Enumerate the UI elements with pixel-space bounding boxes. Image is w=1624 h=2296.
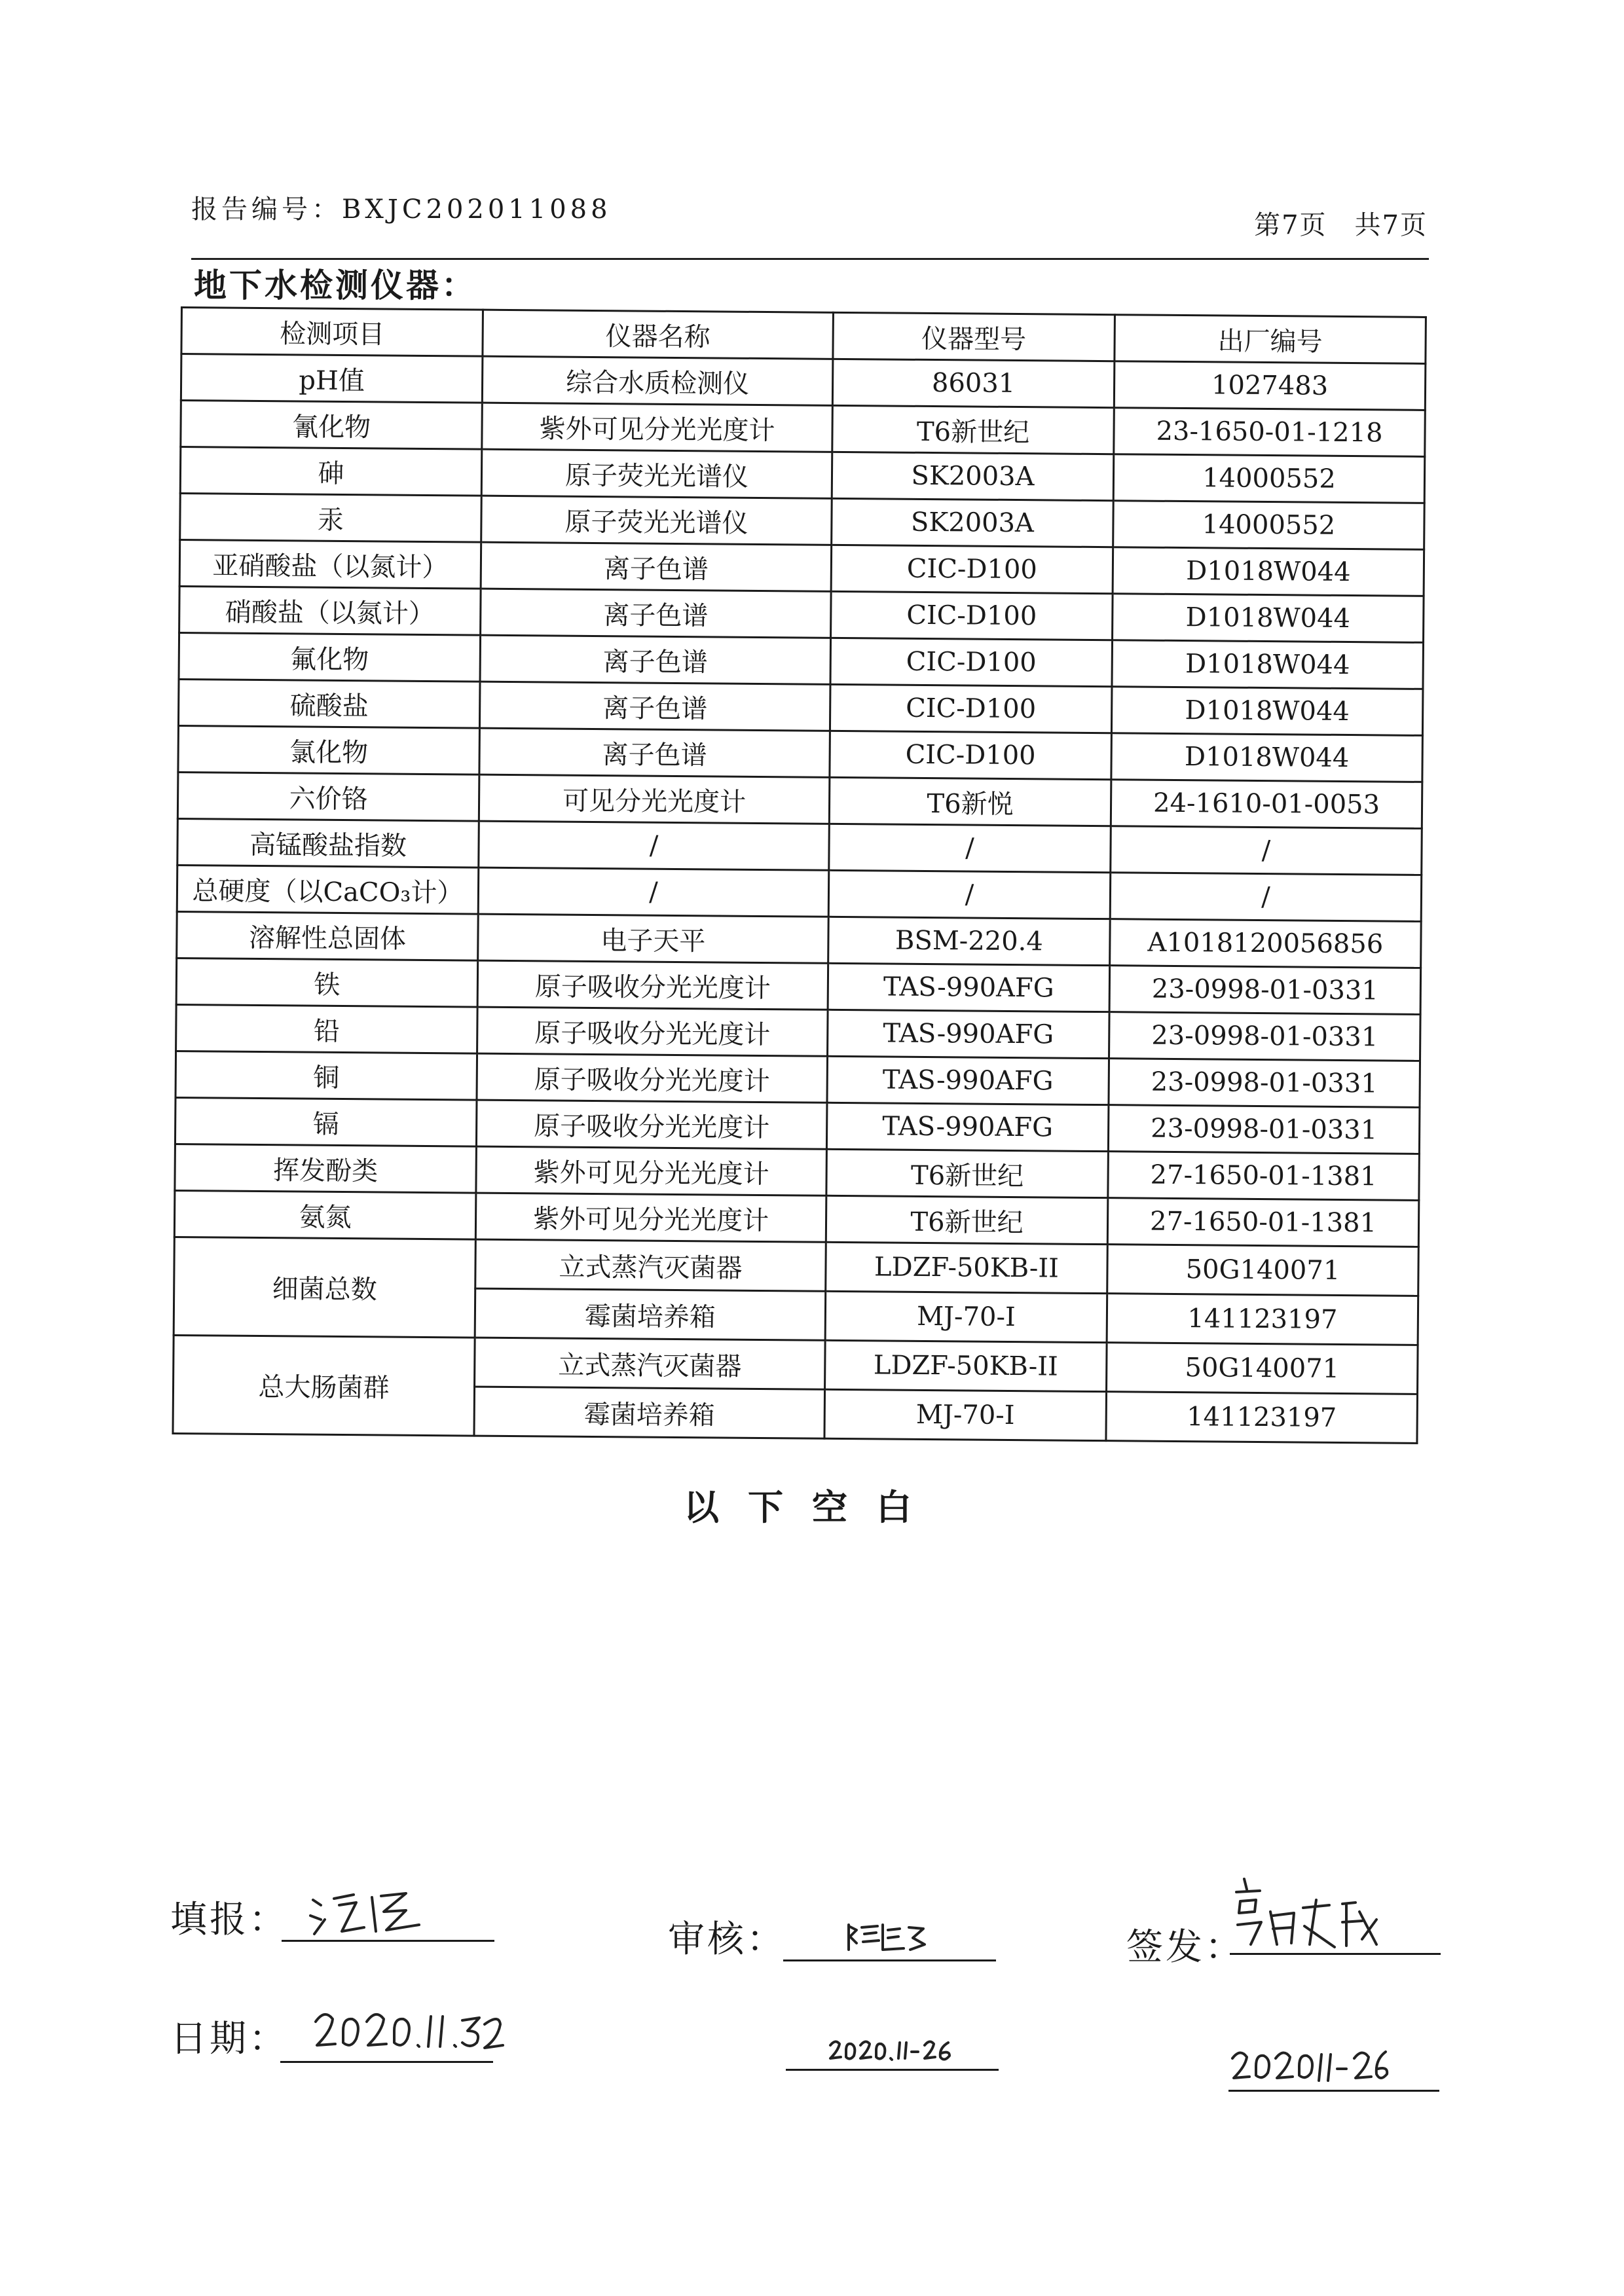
- instrument-cell: 综合水质检测仪: [482, 356, 833, 405]
- instrument-cell: 紫外可见分光光度计: [475, 1193, 826, 1242]
- section-title: 地下水检测仪器：: [194, 266, 477, 304]
- model-cell: SK2003A: [832, 498, 1114, 547]
- fill-sign-line: [282, 1940, 494, 1942]
- instrument-cell: 离子色谱: [480, 635, 831, 684]
- model-cell: CIC-D100: [831, 545, 1113, 593]
- instrument-cell: 离子色谱: [481, 589, 832, 638]
- instrument-cell: 紫外可见分光光度计: [476, 1146, 827, 1195]
- model-cell: CIC-D100: [830, 638, 1113, 686]
- fill-date-handwritten: [313, 2005, 509, 2058]
- item-cell: 铜: [175, 1051, 477, 1100]
- serial-cell: 141123197: [1106, 1392, 1418, 1444]
- table-row: [174, 1335, 1418, 1394]
- item-cell: 氰化物: [181, 401, 483, 450]
- model-cell: BSM-220.4: [828, 917, 1111, 965]
- model-cell: T6新世纪: [826, 1195, 1108, 1244]
- serial-cell: 23-0998-01-0331: [1108, 1105, 1420, 1154]
- instrument-cell: 可见分光光度计: [479, 774, 830, 824]
- model-cell: /: [828, 870, 1111, 919]
- model-cell: CIC-D100: [831, 591, 1113, 640]
- serial-cell: 1027483: [1114, 361, 1426, 410]
- model-cell: LDZF-50KB-II: [826, 1242, 1108, 1293]
- serial-cell: D1018W044: [1113, 547, 1424, 596]
- item-cell: 铅: [176, 1004, 478, 1053]
- item-cell: 六价铬: [177, 772, 479, 821]
- model-cell: MJ-70-I: [825, 1291, 1107, 1342]
- item-cell: 溶解性总固体: [177, 911, 479, 960]
- instrument-table: [172, 306, 1426, 1444]
- model-cell: TAS-990AFG: [827, 1056, 1109, 1104]
- review-label: 审核：: [668, 1918, 786, 1961]
- serial-cell: 24-1610-01-0053: [1111, 780, 1422, 829]
- serial-cell: 50G140071: [1107, 1343, 1418, 1394]
- column-header-serial: 出厂编号: [1115, 315, 1426, 364]
- item-cell: pH值: [181, 354, 483, 403]
- page-indicator: 第7页 共7页: [1254, 210, 1428, 240]
- serial-cell: 27-1650-01-1381: [1108, 1152, 1420, 1201]
- fill-date-line: [280, 2061, 493, 2063]
- issue-date-handwritten: [1230, 2045, 1393, 2088]
- instrument-cell: /: [479, 821, 830, 870]
- instrument-cell: 电子天平: [478, 914, 829, 963]
- serial-cell: D1018W044: [1113, 594, 1424, 643]
- serial-cell: D1018W044: [1111, 733, 1423, 782]
- fill-signature: [308, 1886, 452, 1938]
- item-cell: 总硬度（以CaCO₃计）: [177, 865, 479, 914]
- instrument-cell: 霉菌培养箱: [474, 1387, 825, 1438]
- model-cell: MJ-70-I: [824, 1389, 1107, 1440]
- column-header-model: 仪器型号: [833, 312, 1115, 361]
- item-cell: 高锰酸盐指数: [177, 818, 479, 867]
- model-cell: T6新世纪: [826, 1149, 1109, 1197]
- serial-cell: A1018120056856: [1110, 919, 1422, 968]
- item-cell: 氯化物: [178, 725, 480, 774]
- issue-label: 签发：: [1126, 1926, 1244, 1969]
- model-cell: SK2003A: [832, 452, 1114, 500]
- model-cell: 86031: [832, 359, 1115, 407]
- instrument-cell: 原子吸收分光光度计: [477, 960, 828, 1010]
- serial-cell: 23-0998-01-0331: [1109, 1059, 1420, 1108]
- item-cell: 亚硝酸盐（以氮计）: [179, 540, 481, 589]
- serial-cell: 141123197: [1107, 1294, 1418, 1345]
- item-cell: 细菌总数: [174, 1237, 475, 1338]
- issue-date-line: [1228, 2090, 1439, 2092]
- review-signature: [845, 1918, 950, 1958]
- table-row: [174, 1237, 1419, 1296]
- instrument-cell: 立式蒸汽灭菌器: [475, 1338, 826, 1389]
- item-cell: 挥发酚类: [175, 1144, 477, 1193]
- instrument-cell: /: [478, 867, 829, 917]
- serial-cell: D1018W044: [1112, 640, 1424, 689]
- instrument-cell: 紫外可见分光光度计: [482, 403, 833, 452]
- model-cell: T6新悦: [829, 777, 1111, 826]
- instrument-cell: 离子色谱: [479, 728, 830, 777]
- serial-cell: 14000552: [1113, 454, 1425, 503]
- report-number: 报告编号：BXJC202011088: [191, 194, 612, 225]
- instrument-cell: 原子荧光光谱仪: [481, 496, 832, 545]
- serial-cell: 23-0998-01-0331: [1109, 966, 1421, 1015]
- item-cell: 总大肠菌群: [173, 1335, 475, 1436]
- model-cell: TAS-990AFG: [828, 963, 1110, 1011]
- model-cell: TAS-990AFG: [826, 1102, 1109, 1151]
- review-sign-line: [783, 1959, 996, 1961]
- instrument-cell: 原子吸收分光光度计: [476, 1100, 827, 1149]
- item-cell: 汞: [180, 494, 482, 543]
- item-cell: 镉: [175, 1097, 477, 1146]
- serial-cell: 14000552: [1113, 501, 1425, 550]
- serial-cell: 23-0998-01-0331: [1109, 1012, 1421, 1061]
- review-date-line: [786, 2069, 999, 2071]
- instrument-cell: 霉菌培养箱: [475, 1288, 826, 1340]
- model-cell: LDZF-50KB-II: [825, 1340, 1107, 1391]
- date-label: 日期：: [170, 2018, 288, 2060]
- serial-cell: /: [1110, 873, 1422, 922]
- instrument-cell: 离子色谱: [479, 682, 830, 731]
- instrument-cell: 原子荧光光谱仪: [481, 449, 832, 498]
- model-cell: CIC-D100: [830, 684, 1112, 733]
- item-cell: 铁: [176, 958, 478, 1007]
- instrument-cell: 立式蒸汽灭菌器: [475, 1239, 826, 1291]
- item-cell: 氟化物: [179, 632, 481, 682]
- serial-cell: D1018W044: [1111, 687, 1423, 736]
- model-cell: /: [829, 824, 1111, 872]
- item-cell: 氨氮: [174, 1190, 476, 1239]
- instrument-cell: 原子吸收分光光度计: [477, 1053, 828, 1102]
- review-date-handwritten: [828, 2037, 985, 2066]
- end-of-content-note: 以下空白: [684, 1486, 940, 1528]
- fill-label: 填报：: [170, 1899, 288, 1941]
- model-cell: T6新世纪: [832, 405, 1115, 454]
- issue-signature: [1231, 1866, 1388, 1958]
- item-cell: 砷: [180, 447, 482, 496]
- item-cell: 硝酸盐（以氮计）: [179, 586, 481, 635]
- serial-cell: 23-1650-01-1218: [1114, 408, 1426, 457]
- serial-cell: 50G140071: [1107, 1245, 1419, 1296]
- model-cell: TAS-990AFG: [828, 1010, 1110, 1058]
- column-header-instrument: 仪器名称: [483, 310, 834, 359]
- serial-cell: /: [1111, 826, 1422, 875]
- column-header-item: 检测项目: [181, 308, 483, 357]
- serial-cell: 27-1650-01-1381: [1107, 1198, 1419, 1247]
- instrument-cell: 原子吸收分光光度计: [477, 1007, 828, 1056]
- model-cell: CIC-D100: [830, 731, 1112, 779]
- item-cell: 硫酸盐: [178, 679, 480, 728]
- instrument-cell: 离子色谱: [481, 542, 832, 591]
